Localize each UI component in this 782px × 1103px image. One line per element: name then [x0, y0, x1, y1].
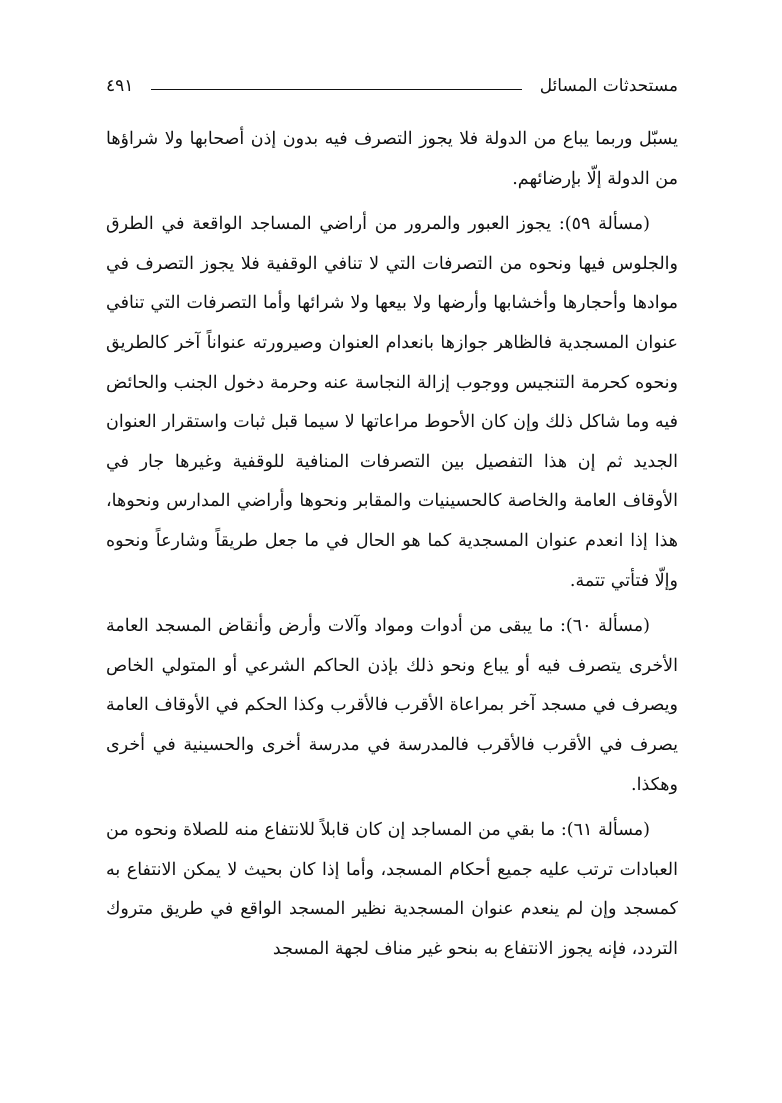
running-header — [106, 68, 678, 104]
page-number: ٤٩١ — [106, 76, 134, 96]
body-text — [106, 120, 678, 975]
book-title: مستحدثات المسائل — [539, 76, 678, 96]
paragraph-issue-60: (مسألة ٦٠): ما يبقى من أدوات ومواد وآلات وأرض وأنقاض المسجد العامة الأخرى يتصرف فيه أو يباع ونحو ذلك بإذن الحاكم الشرعي أو المتولي الخاص ويصرف في مسجد آخر بمراعاة الأقرب فالأقرب وكذا الحكم في الأوقاف العامة يصرف في الأقرب فالأقرب فالمدرسة في مدرسة أخرى والحسينية في أخرى وهكذا. — [106, 616, 678, 795]
paragraph-issue-59: (مسألة ٥٩): يجوز العبور والمرور من أراضي المساجد الواقعة في الطرق والجلوس فيها ونحوه من التصرفات التي لا تنافي الوقفية فلا يجوز التصرف في موادها وأحجارها وأخشابها وأرضها ولا بيعها ولا شرائها وأما التصرفات التي تنافي عنوان المسجدية فالظاهر جوازها بانعدام العنوان وصيرورته عنواناً آخر كالطريق ونحوه كحرمة التنجيس ووجوب إزالة النجاسة عنه وحرمة دخول الجنب والحائض فيه وما شاكل ذلك وإن كان الأحوط مراعاتها لا سيما قبل ثبات واستقرار العنوان الجديد ثم إن هذا التفصيل بين التصرفات المنافية للوقفية وغيرها جار في الأوقاف العامة والخاصة كالحسينيات والمقابر ونحوها وأراضي المدارس ونحوها، هذا إذا انعدم عنوان المسجدية كما هو الحال في ما جعل طريقاً وشارعاً ونحوه وإلّا فتأتي تتمة. — [106, 214, 678, 591]
paragraph-issue-61: (مسألة ٦١): ما بقي من المساجد إن كان قابلاً للانتفاع منه للصلاة ونحوه من العبادات ترتب عليه جميع أحكام المسجد، وأما إذا كان بحيث لا يمكن الانتفاع به كمسجد وإن لم ينعدم عنوان المسجدية نظير المسجد الواقع في طريق متروك التردد، فإنه يجوز الانتفاع به بنحو غير مناف لجهة المسجد — [106, 820, 678, 959]
header-rule — [151, 89, 521, 90]
paragraph-continuation: يسبّل وربما يباع من الدولة فلا يجوز التصرف فيه بدون إذن أصحابها ولا شراؤها من الدولة إلّا بإرضائهم. — [106, 129, 678, 189]
